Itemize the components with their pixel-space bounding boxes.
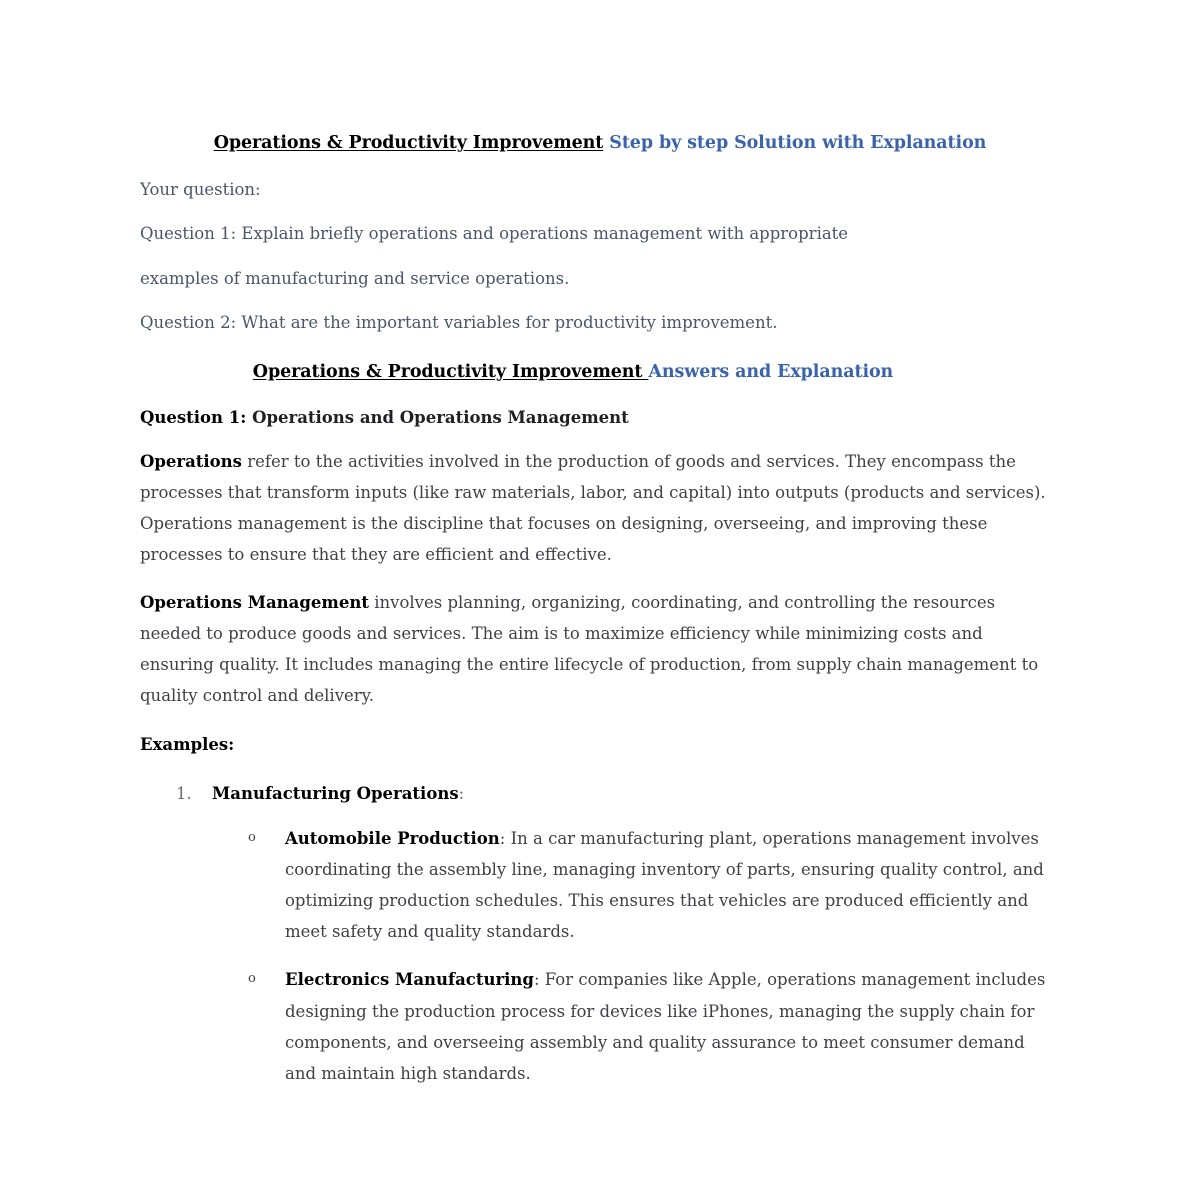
answers-heading [140,362,1060,384]
question-1-heading-text: Operations and Operations Management [252,407,629,427]
question-1-heading [140,407,1060,429]
sub-list-item-text: For companies like Apple, operations management includes designing the production process for devices like iPhones, managing the supply chain for components, and overseeing assembly and quality assurance to meet consumer demand and maintain high standards. [285,970,1046,1083]
list-item [212,823,1060,947]
list-item-colon: : [458,784,465,804]
answers-heading-black-segment: Operations & Productivity Improvement [252,361,649,382]
paragraph-operations-management-text: involves planning, organizing, coordinating, and controlling the resources needed to produce goods and services. The aim is to maximize efficiency while minimizing costs and ensuring quality. It includes managing the entire lifecycle of production, from supply chain management to quality control and delivery. [140,593,1039,706]
paragraph-operations [140,446,1060,570]
document-title-black-segment: Operations & Productivity Improvement [213,133,604,153]
paragraph-operations-management-lead: Operations Management [140,593,369,613]
your-question-label: Your question: [140,179,261,199]
examples-numbered-list [140,778,1060,1088]
list-item [212,964,1060,1088]
sub-list-item-title: Electronics Manufacturing [285,970,534,990]
manufacturing-sub-list [212,823,1060,1088]
paragraph-operations-text: refer to the activities involved in the production of goods and services. They encompass the processes that transform inputs (like raw materials, labor, and capital) into outputs (products and services). Operations management is the discipline that focuses on designing, overseeing, and improving these processes to ensure that they are efficient and effective. [140,452,1046,565]
document-title [140,0,1060,155]
examples-label: Examples: [140,735,235,755]
question-line-2: Question 2: What are the important variables for productivity improvement. [140,313,778,333]
sub-list-item-colon: : [533,970,545,990]
question-1-heading-label: Question 1: [140,407,253,427]
answers-heading-blue-segment: Answers and Explanation [648,361,894,382]
paragraph-operations-lead: Operations [140,452,242,472]
sub-list-item-colon: : [499,829,511,849]
question-line-1: Question 1: Explain briefly operations and operations management with appropriate [140,224,849,244]
document-title-blue-segment: Step by step Solution with Explanation [603,133,987,153]
hollow-circle-bullet-icon: o [248,971,256,987]
hollow-circle-bullet-icon: o [248,830,256,846]
question-line-1-continued: examples of manufacturing and service operations. [140,268,570,288]
list-item [140,778,1060,1088]
sub-list-item-title: Automobile Production [285,829,500,849]
list-item-title: Manufacturing Operations [212,784,459,804]
sub-list-item-text: In a car manufacturing plant, operations management involves coordinating the assembly line, managing inventory of parts, ensuring quality control, and optimizing production schedules. This ensures that vehicles are produced efficiently and meet safety and quality standards. [285,829,1044,942]
list-item-number: 1. [176,784,192,804]
paragraph-operations-management [140,587,1060,711]
